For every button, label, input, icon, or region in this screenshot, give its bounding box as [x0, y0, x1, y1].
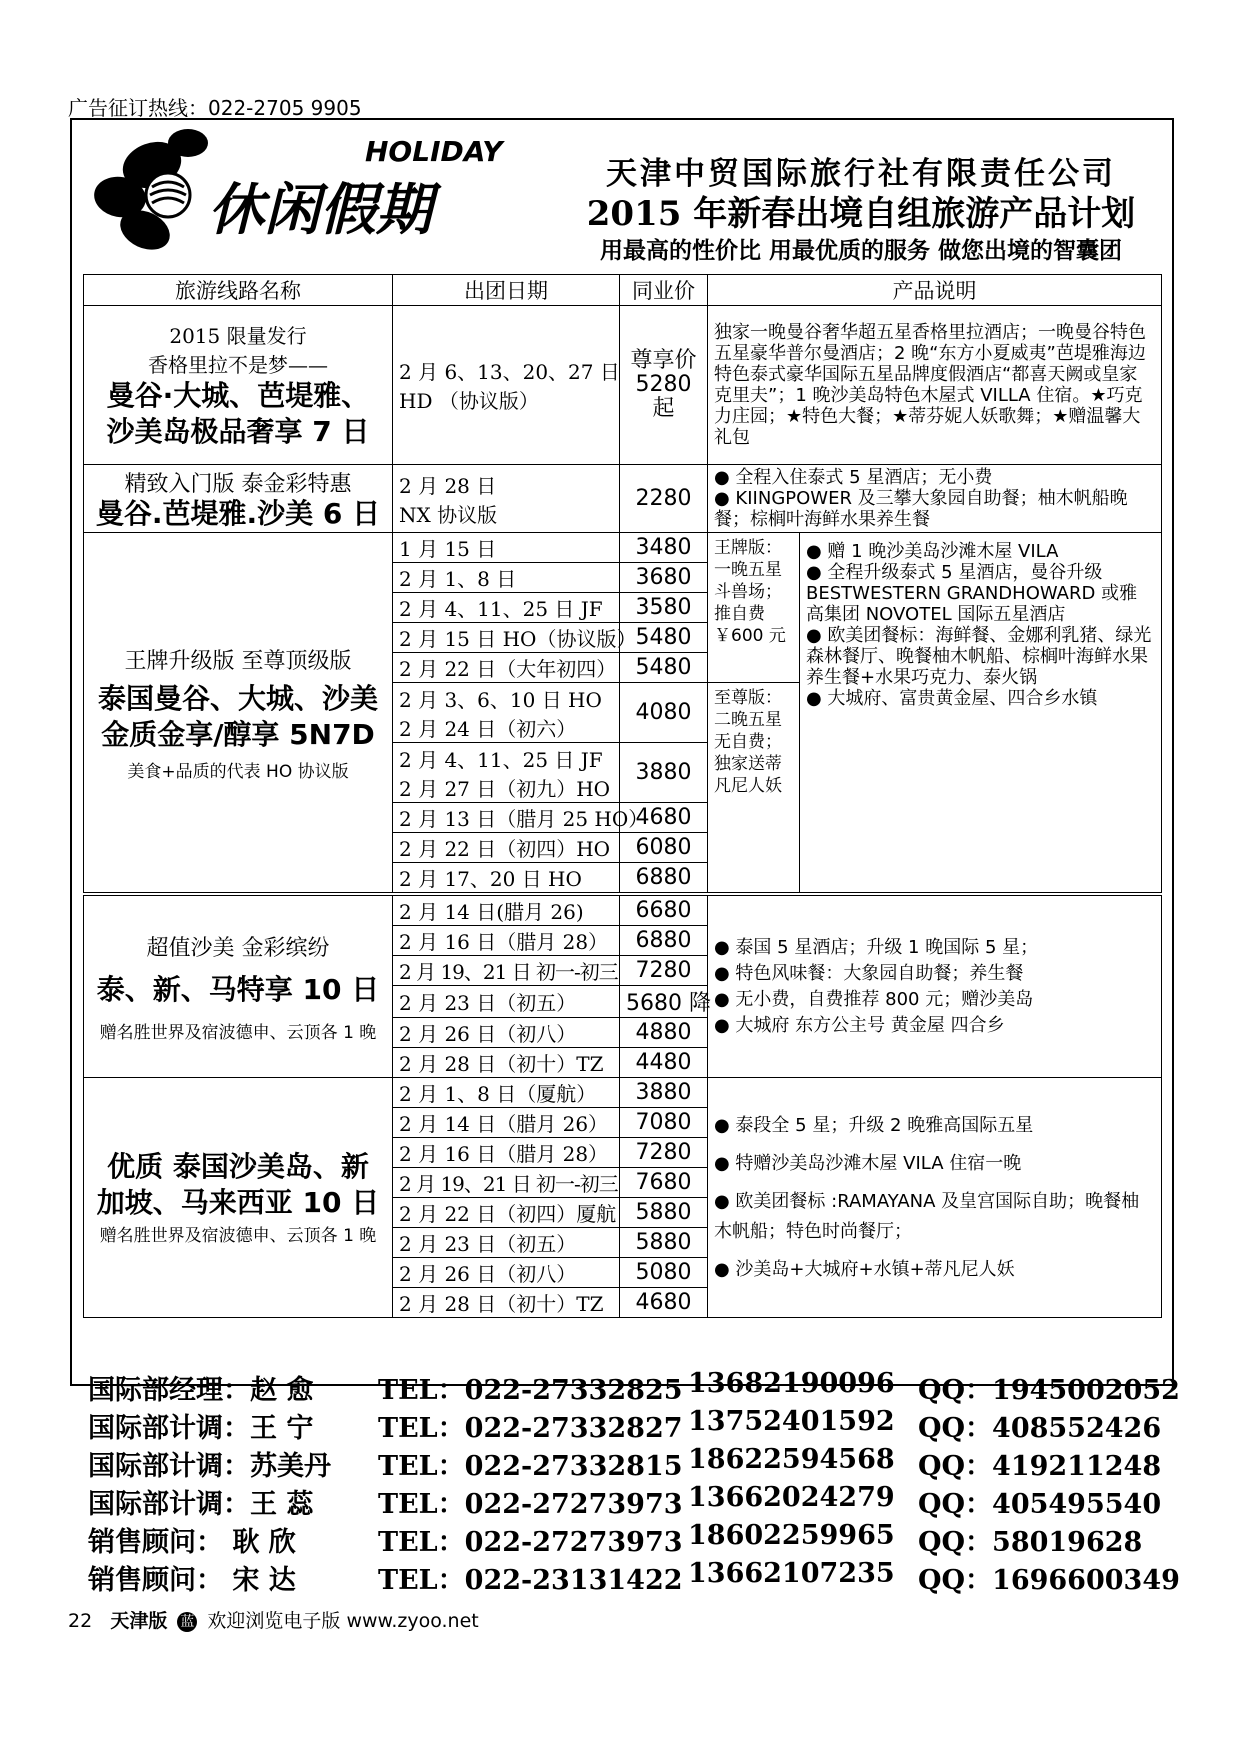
- route-name: 曼谷·大城、芭堤雅、: [106, 379, 370, 412]
- price-cell: 7680: [620, 1168, 708, 1198]
- date-cell: 2 月 4、11、25 日 JF: [393, 593, 620, 623]
- desc-item: ● 欧美团餐标 :RAMAYANA 及皇宫国际自助；晚餐柚木帆船；特色时尚餐厅；: [714, 1190, 1140, 1242]
- price-cell: 3580: [620, 593, 708, 623]
- contact-tel[interactable]: TEL：022-27273973: [378, 1527, 683, 1558]
- contact-mobile[interactable]: 13662024279: [688, 1482, 895, 1513]
- date-cell: 2 月 22 日（初四）厦航: [393, 1198, 620, 1228]
- company-name: 天津中贸国际旅行社有限责任公司: [606, 156, 1116, 192]
- price-cell: [620, 306, 708, 465]
- contact-qq[interactable]: QQ：408552426: [918, 1413, 1162, 1444]
- price-label: 尊享价: [630, 348, 697, 373]
- route-tag: 王牌升级版 至尊顶级版: [124, 648, 352, 674]
- route-tag: 精致入门版 泰金彩特惠: [124, 472, 352, 497]
- price-cell: 4680: [620, 1288, 708, 1318]
- date-cell: 2 月 19、21 日 初一-初三: [393, 956, 620, 986]
- price-cell: 6680: [620, 894, 708, 926]
- table-row: [84, 894, 1162, 926]
- badge-icon: 蓝: [177, 1612, 197, 1632]
- desc-item: ● 全程升级泰式 5 星酒店，曼谷升级 BESTWESTERN GRANDHOWARD 或雅高集团 NOVOTEL 国际五星酒店: [806, 562, 1138, 625]
- date-cell: 2 月 26 日（初八）: [393, 1258, 620, 1288]
- date-cell: 2 月 1、8 日（厦航）: [393, 1078, 620, 1108]
- edition-label: 天津版: [110, 1610, 168, 1632]
- table-row: [84, 465, 1162, 533]
- price-cell: 4680: [620, 803, 708, 833]
- date-cell: [393, 683, 620, 743]
- desc-item: ● 沙美岛+大城府+水镇+蒂凡尼人妖: [714, 1258, 1015, 1280]
- route-tagline: 香格里拉不是梦——: [148, 353, 328, 377]
- contact-qq[interactable]: QQ：405495540: [918, 1489, 1162, 1520]
- desc-item: ● 泰国 5 星酒店；升级 1 晚国际 5 星；: [714, 936, 1039, 958]
- desc-item: ● 全程入住泰式 5 星酒店；无小费: [714, 467, 993, 488]
- contact-title: 销售顾问： 宋 达: [88, 1565, 296, 1596]
- price-cell: 7280: [620, 956, 708, 986]
- note-cell: 王牌版：一晚五星斗兽场；推自费￥600 元: [708, 533, 800, 683]
- price-cell: 2280: [620, 465, 708, 533]
- route-name: 曼谷.芭堤雅.沙美 6 日: [95, 497, 381, 530]
- note-cell: 至尊版：二晚五星无自费；独家送蒂凡尼人妖: [708, 683, 800, 895]
- price-cell: 5480: [620, 623, 708, 653]
- col-header-route: 旅游线路名称: [84, 275, 393, 306]
- desc-cell: [800, 533, 1162, 895]
- price-cell: 6880: [620, 926, 708, 956]
- route-name: 优质 泰国沙美岛、新: [107, 1150, 369, 1183]
- price-cell: 5080: [620, 1258, 708, 1288]
- date-cell: 2 月 14 日（腊月 26）: [393, 1108, 620, 1138]
- date-text: HD （协议版）: [399, 389, 539, 413]
- page-footer: [68, 1606, 479, 1633]
- route-name: 加坡、马来西亚 10 日: [96, 1186, 380, 1219]
- desc-cell: [708, 465, 1162, 533]
- contact-qq[interactable]: QQ：419211248: [918, 1451, 1162, 1482]
- date-cell: 2 月 22 日（大年初四）: [393, 653, 620, 683]
- route-cell: [84, 894, 393, 1078]
- route-cell: [84, 533, 393, 895]
- route-note: 赠名胜世界及宿波德申、云顶各 1 晚: [99, 1022, 377, 1043]
- price-cell: 3480: [620, 533, 708, 563]
- price-cell: 4080: [620, 683, 708, 743]
- contact-qq[interactable]: QQ：1945002052: [918, 1375, 1180, 1406]
- route-name: 金质金享/醇享 5N7D: [101, 717, 375, 751]
- price-suffix: 起: [652, 396, 675, 421]
- contact-qq[interactable]: QQ：58019628: [918, 1527, 1143, 1558]
- desc-item: ● 特色风味餐：大象园自助餐；养生餐: [714, 962, 1024, 984]
- contact-tel[interactable]: TEL：022-27332825: [378, 1375, 683, 1406]
- route-note: 赠名胜世界及宿波德申、云顶各 1 晚: [99, 1226, 377, 1246]
- price-cell: 5480: [620, 653, 708, 683]
- contact-row: [88, 1520, 1166, 1558]
- date-cell: 2 月 15 日 HO（协议版）: [393, 623, 620, 653]
- contact-tel[interactable]: TEL：022-23131422: [378, 1565, 683, 1596]
- date-cell: 2 月 16 日（腊月 28）: [393, 926, 620, 956]
- contact-mobile[interactable]: 18602259965: [688, 1520, 895, 1551]
- date-cell: 2 月 19、21 日 初一-初三: [393, 1168, 620, 1198]
- footer-link[interactable]: 欢迎浏览电子版 www.zyoo.net: [207, 1610, 479, 1632]
- price-cell: 6880: [620, 863, 708, 895]
- desc-cell: 独家一晚曼谷奢华超五星香格里拉酒店；一晚曼谷特色五星豪华普尔曼酒店；2 晚“东方小夏威夷”芭堤雅海边特色泰式豪华国际五星品牌度假酒店“都喜天阙或皇家克里夫”；1 晚沙美岛特色木屋式 VILLA 住宿。★巧克力庄园；★特色大餐；★蒂芬妮人妖歌舞；★赠温馨大礼包: [708, 306, 1162, 465]
- route-cell: [84, 465, 393, 533]
- desc-item: ● 大城府、富贵黄金屋、四合乡水镇: [806, 688, 1098, 709]
- date-cell: 2 月 16 日（腊月 28）: [393, 1138, 620, 1168]
- date-text: 2 月 27 日（初九）HO: [399, 776, 611, 801]
- contact-title: 国际部计调：王 蕊: [88, 1489, 314, 1520]
- price-cell: 5680 降: [620, 986, 708, 1018]
- date-text: 2 月 24 日（初六）: [399, 716, 577, 741]
- contact-title: 国际部计调：苏美丹: [88, 1451, 331, 1482]
- page-title: 2015 年新春出境自组旅游产品计划: [586, 194, 1136, 234]
- date-cell: 2 月 14 日(腊月 26): [393, 894, 620, 926]
- date-cell: 2 月 13 日（腊月 25 HO）: [393, 803, 620, 833]
- contact-title: 国际部计调：王 宁: [88, 1413, 314, 1444]
- desc-cell: [708, 1078, 1162, 1318]
- price-cell: 3680: [620, 563, 708, 593]
- logo-en-text: HOLIDAY: [365, 135, 503, 168]
- price-cell: 7280: [620, 1138, 708, 1168]
- date-text: 2 月 3、6、10 日 HO: [399, 687, 602, 712]
- desc-item: ● 大城府 东方公主号 黄金屋 四合乡: [714, 1014, 1005, 1036]
- price-cell: 3880: [620, 743, 708, 803]
- page-number: 22: [68, 1610, 93, 1632]
- desc-item: ● 特赠沙美岛沙滩木屋 VILA 住宿一晚: [714, 1152, 1022, 1174]
- contact-title: 销售顾问： 耿 欣: [88, 1527, 296, 1558]
- col-header-desc: 产品说明: [708, 275, 1162, 306]
- flower-logo-icon: [90, 125, 550, 255]
- contact-row: [88, 1406, 1166, 1444]
- price-cell: 7080: [620, 1108, 708, 1138]
- price-cell: 4880: [620, 1018, 708, 1048]
- col-header-date: 出团日期: [393, 275, 620, 306]
- contact-row: [88, 1444, 1166, 1482]
- route-name: 泰、新、马特享 10 日: [96, 972, 380, 1006]
- route-tag: 2015 限量发行: [169, 324, 307, 348]
- contact-row: [88, 1558, 1180, 1596]
- date-cell: 2 月 23 日（初五）: [393, 986, 620, 1018]
- table-row: [84, 533, 1162, 563]
- desc-item: ● 泰段全 5 星；升级 2 晚雅高国际五星: [714, 1114, 1034, 1136]
- contact-tel[interactable]: TEL：022-27332815: [378, 1451, 683, 1482]
- contact-title: 国际部经理：赵 愈: [88, 1375, 314, 1406]
- route-tag: 超值沙美 金彩缤纷: [146, 935, 330, 961]
- route-cell: [84, 1078, 393, 1318]
- date-text: 2 月 4、11、25 日 JF: [399, 747, 603, 772]
- contact-tel[interactable]: TEL：022-27273973: [378, 1489, 683, 1520]
- date-cell: 2 月 28 日（初十）TZ: [393, 1048, 620, 1078]
- slogan: 用最高的性价比 用最优质的服务 做您出境的智囊团: [599, 238, 1122, 264]
- ad-hotline: 广告征订热线：022-2705 9905: [68, 96, 362, 120]
- holiday-logo: [90, 125, 550, 255]
- desc-item: ● KIINGPOWER 及三攀大象园自助餐；柚木帆船晚餐；棕榈叶海鲜水果养生餐: [714, 488, 1128, 530]
- date-cell: 2 月 1、8 日: [393, 563, 620, 593]
- price-cell: 3880: [620, 1078, 708, 1108]
- route-name: 泰国曼谷、大城、沙美: [97, 681, 378, 715]
- date-cell: 2 月 26 日（初八）: [393, 1018, 620, 1048]
- contact-mobile[interactable]: 18622594568: [688, 1444, 895, 1475]
- date-cell: 1 月 15 日: [393, 533, 620, 563]
- date-text: NX 协议版: [399, 502, 498, 527]
- price-value: 5280: [635, 372, 692, 397]
- table-header-row: [84, 275, 1162, 306]
- route-cell: [84, 306, 393, 465]
- contact-tel[interactable]: TEL：022-27332827: [378, 1413, 683, 1444]
- price-cell: 6080: [620, 833, 708, 863]
- table-row: [84, 306, 1162, 465]
- contact-mobile[interactable]: 13682190096: [688, 1368, 895, 1399]
- desc-item: ● 赠 1 晚沙美岛沙滩木屋 VILA: [806, 541, 1059, 562]
- route-note: 美食+品质的代表 HO 协议版: [127, 761, 349, 782]
- desc-item: ● 欧美团餐标：海鲜餐、金娜利乳猪、绿光森林餐厅、晚餐柚木帆船、棕榈叶海鲜水果养生餐+水果巧克力、泰火锅: [806, 625, 1152, 688]
- desc-item: ● 无小费，自费推荐 800 元；赠沙美岛: [714, 988, 1034, 1010]
- date-cell: 2 月 23 日（初五）: [393, 1228, 620, 1258]
- date-cell: 2 月 17、20 日 HO: [393, 863, 620, 895]
- contact-mobile[interactable]: 13752401592: [688, 1406, 895, 1437]
- date-cell: 2 月 22 日（初四）HO: [393, 833, 620, 863]
- date-cell: 2 月 28 日（初十）TZ: [393, 1288, 620, 1318]
- date-text: 2 月 6、13、20、27 日: [399, 360, 620, 384]
- route-name: 沙美岛极品奢享 7 日: [106, 415, 370, 448]
- date-text: 2 月 28 日: [399, 473, 497, 498]
- col-header-price: 同业价: [620, 275, 708, 306]
- date-cell: [393, 306, 620, 465]
- contact-row: [88, 1368, 1180, 1406]
- contact-row: [88, 1482, 1166, 1520]
- date-cell: [393, 465, 620, 533]
- price-cell: 5880: [620, 1198, 708, 1228]
- price-cell: 4480: [620, 1048, 708, 1078]
- table-row: [84, 1078, 1162, 1108]
- contact-mobile[interactable]: 13662107235: [688, 1558, 895, 1589]
- price-cell: 5880: [620, 1228, 708, 1258]
- product-table: [83, 274, 1162, 1318]
- desc-cell: [708, 894, 1162, 1078]
- date-cell: [393, 743, 620, 803]
- contact-qq[interactable]: QQ：1696600349: [918, 1565, 1180, 1596]
- logo-cn-text: 休闲假期: [208, 177, 432, 243]
